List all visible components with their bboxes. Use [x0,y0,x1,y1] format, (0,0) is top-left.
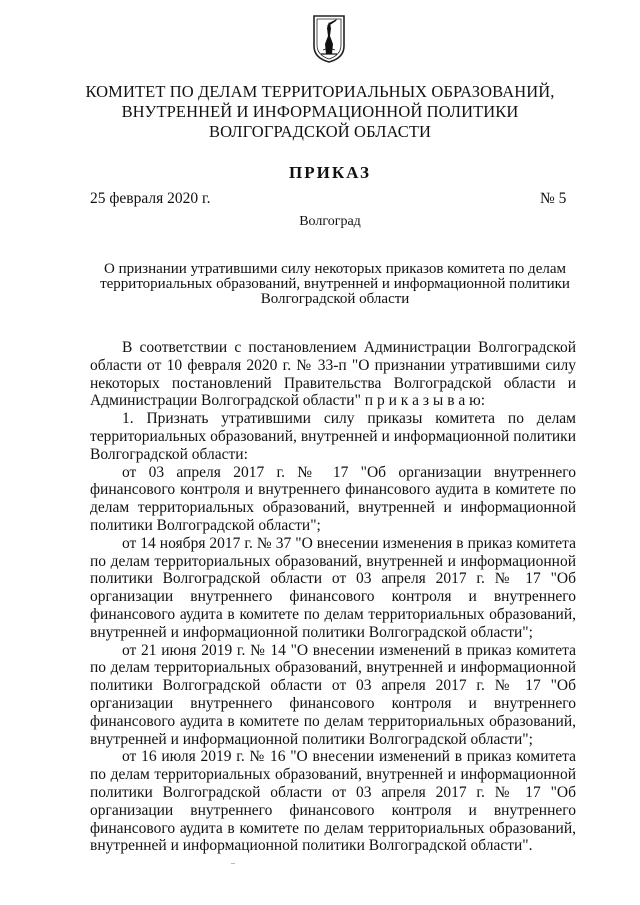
paragraph-order-2019-16: от 16 июля 2019 г. № 16 "О внесении изменений в приказ комитета по делам территориальных образований, внутренней и информационной политики Волгоградской области от 03 апреля 2017 г. № 17 "Об организации внутреннего финансового контроля и внутреннего финансового аудита в комитете по делам территориальных образований, внутренней и информационной политики Волгоградской области". [90,748,576,855]
paragraph-order-2019-14: от 21 июня 2019 г. № 14 "О внесении изменений в приказ комитета по делам территориальных образований, внутренней и информационной политики Волгоградской области от 03 апреля 2017 г. № 17 "Об организации внутреннего финансового контроля и внутреннего финансового аудита в комитете по делам территориальных образований, внутренней и информационной политики Волгоградской области"; [90,641,576,748]
paragraph-preamble: В соответствии с постановлением Администрации Волгоградской области от 10 февраля 2020 г. № 33-п "О признании утратившими силу некоторых постановлений Правительства Волгоградской области и Администрации Волгоградской области" п р и к а з ы в а ю: [90,339,576,410]
coat-of-arms-icon [312,14,346,64]
document-type-title: ПРИКАЗ [289,163,371,182]
document-number: № 5 [540,190,567,207]
organization-name-line-2: ВНУТРЕННЕЙ И ИНФОРМАЦИОННОЙ ПОЛИТИКИ [121,102,519,121]
document-body [90,339,576,855]
organization-name-line-1: КОМИТЕТ ПО ДЕЛАМ ТЕРРИТОРИАЛЬНЫХ ОБРАЗОВАНИЙ, [85,82,555,101]
paragraph-item-1: 1. Признать утратившими силу приказы комитета по делам территориальных образований, внутренней и информационной политики Волгоградской области: [90,410,576,463]
organization-name-line-3: ВОЛГОГРАДСКОЙ ОБЛАСТИ [208,122,432,141]
document-city: Волгоград [299,214,361,229]
document-date: 25 февраля 2020 г. [90,190,211,207]
document-subject: О признании утратившими силу некоторых приказов комитета по делам территориальных образований, внутренней и информационной политики Волгоградской области [100,261,570,307]
paragraph-order-2017-37: от 14 ноября 2017 г. № 37 "О внесении изменения в приказ комитета по делам территориальных образований, внутренней и информационной политики Волгоградской области от 03 апреля 2017 г. № 17 "Об организации внутреннего финансового контроля и внутреннего финансового аудита в комитете по делам территориальных образований, внутренней и информационной политики Волгоградской области"; [90,534,576,641]
paragraph-order-2017-17: от 03 апреля 2017 г. № 17 "Об организации внутреннего финансового контроля и внутреннего финансового аудита в комитете по делам территориальных образований, внутренней и информационной политики Волгоградской области"; [90,463,576,534]
page-speck [231,863,235,864]
